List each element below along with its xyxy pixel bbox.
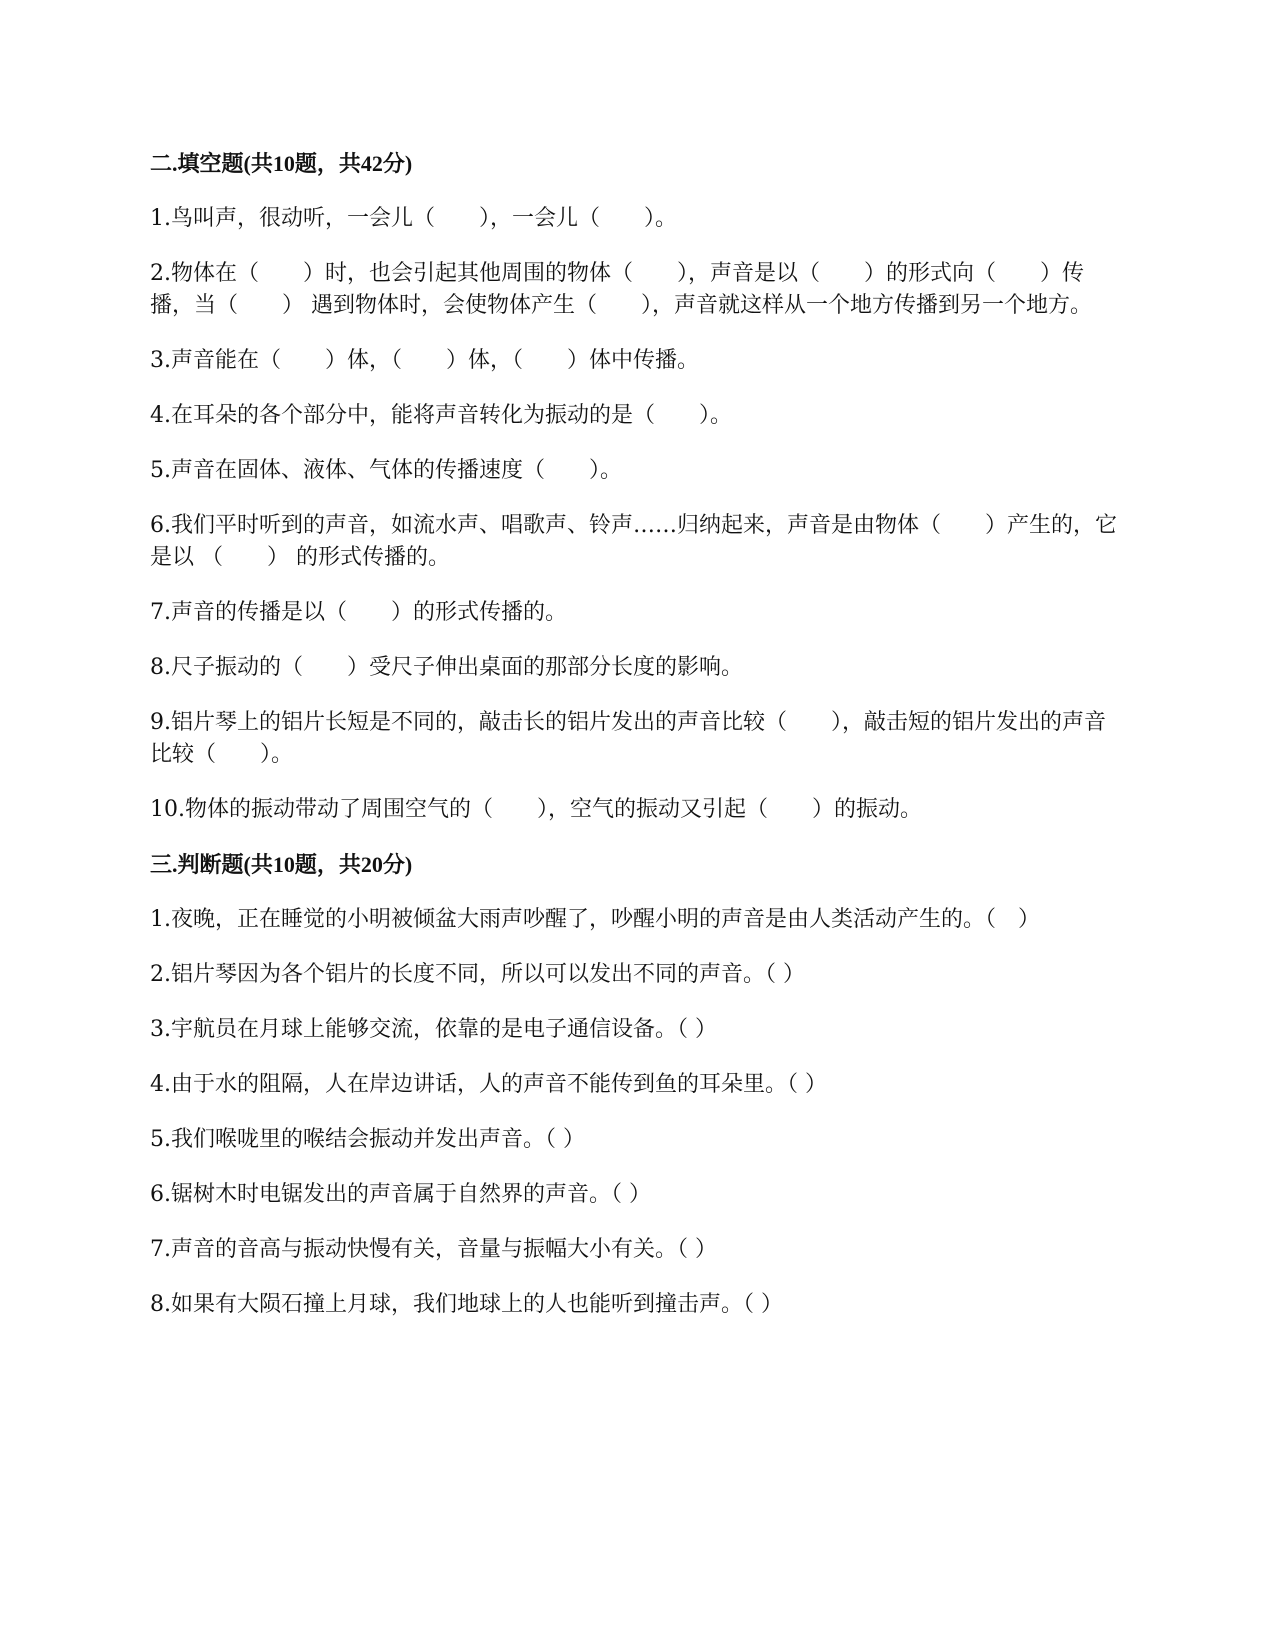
judge-question-6: 6.锯树木时电锯发出的声音属于自然界的声音。（ ） bbox=[150, 1182, 651, 1207]
judge-question-5: 5.我们喉咙里的喉结会振动并发出声音。（ ） bbox=[150, 1127, 585, 1152]
fill-question-3: 3.声音能在（ ）体，（ ）体，（ ）体中传播。 bbox=[150, 348, 699, 373]
fill-question-5: 5.声音在固体、液体、气体的传播速度（ ）。 bbox=[150, 458, 622, 483]
section-title-judge: 三.判断题(共10题，共20分) bbox=[150, 852, 413, 877]
fill-question-6: 6.我们平时听到的声音，如流水声、唱歌声、铃声……归纳起来，声音是由物体（ ）产生的，它是以 （ ） 的形式传播的。 bbox=[150, 513, 1117, 570]
fill-question-1: 1.鸟叫声，很动听，一会儿（ ），一会儿（ ）。 bbox=[150, 206, 677, 231]
fill-question-4: 4.在耳朵的各个部分中，能将声音转化为振动的是（ ）。 bbox=[150, 403, 732, 428]
judge-question-4: 4.由于水的阻隔，人在岸边讲话，人的声音不能传到鱼的耳朵里。（ ） bbox=[150, 1072, 827, 1097]
judge-question-2: 2.铝片琴因为各个铝片的长度不同，所以可以发出不同的声音。（ ） bbox=[150, 962, 805, 987]
fill-in-blank-section bbox=[150, 148, 1125, 826]
judge-question-3: 3.宇航员在月球上能够交流，依靠的是电子通信设备。（ ） bbox=[150, 1017, 717, 1042]
fill-question-10: 10.物体的振动带动了周围空气的（ ），空气的振动又引起（ ）的振动。 bbox=[150, 797, 922, 822]
document-content bbox=[150, 148, 1125, 1344]
fill-question-9: 9.铝片琴上的铝片长短是不同的，敲击长的铝片发出的声音比较（ ），敲击短的铝片发出的声音比较（ ）。 bbox=[150, 710, 1106, 767]
true-false-section bbox=[150, 849, 1125, 1321]
fill-question-2: 2.物体在（ ）时，也会引起其他周围的物体（ ），声音是以（ ）的形式向（ ）传播，当（ ） 遇到物体时，会使物体产生（ ），声音就这样从一个地方传播到另一个地方。 bbox=[150, 261, 1092, 318]
judge-question-1: 1.夜晚，正在睡觉的小明被倾盆大雨声吵醒了，吵醒小明的声音是由人类活动产生的。（ ） bbox=[150, 907, 1040, 932]
judge-question-7: 7.声音的音高与振动快慢有关，音量与振幅大小有关。（ ） bbox=[150, 1237, 717, 1262]
section-title-fill: 二.填空题(共10题，共42分) bbox=[150, 151, 413, 176]
fill-question-7: 7.声音的传播是以（ ）的形式传播的。 bbox=[150, 600, 567, 625]
fill-question-8: 8.尺子振动的（ ）受尺子伸出桌面的那部分长度的影响。 bbox=[150, 655, 743, 680]
judge-question-8: 8.如果有大陨石撞上月球，我们地球上的人也能听到撞击声。（ ） bbox=[150, 1292, 783, 1317]
